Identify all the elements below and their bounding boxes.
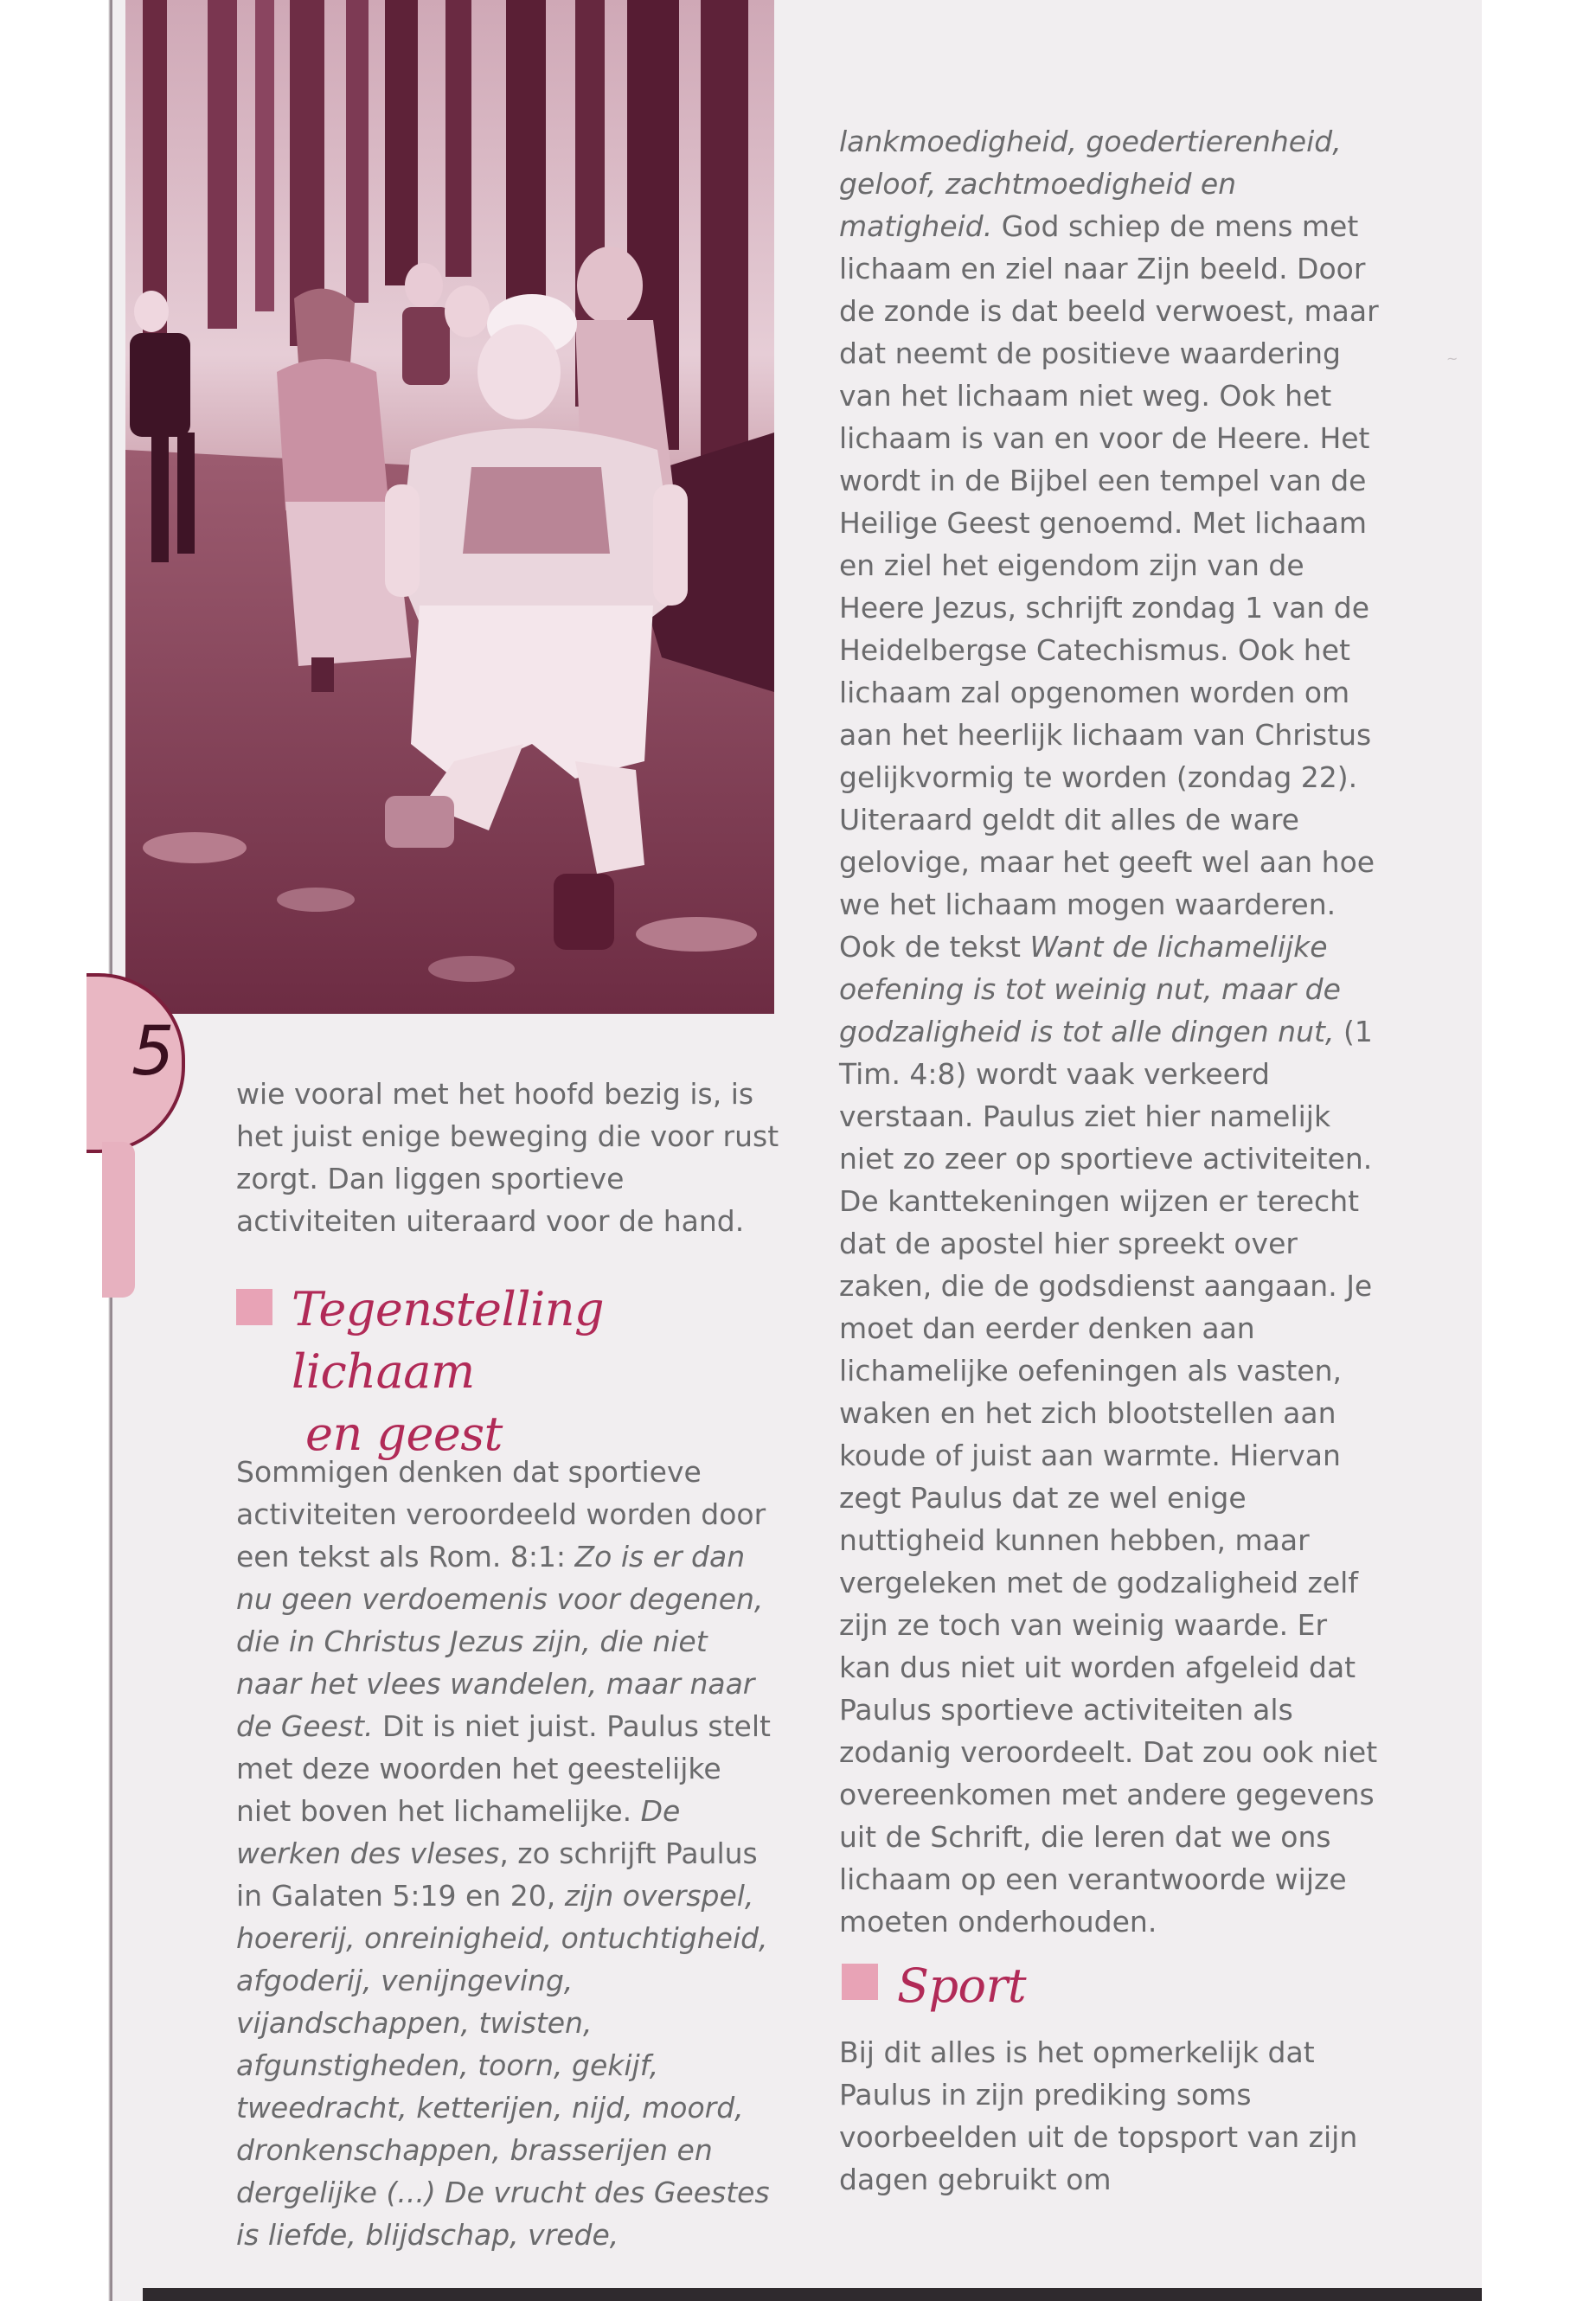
quote-galaten: zijn overspel, hoererij, onreinigheid, ontuchtigheid, afgoderij, venijngeving, vijandschappen, twisten, afgunstigheden, toorn, gekijf, tweedracht, ketterijen, nijd, moord, dronkenschappen, brasserijen en dergelijke (...) De vrucht des Geestes is liefde, blijdschap, vrede, [236, 1879, 770, 2252]
heading-square-icon [842, 1964, 878, 2000]
quote-werken: De werken des vleses [236, 1794, 681, 1870]
quote-rom: Zo is er dan nu geen verdoemenis voor degenen, die in Christus Jezus zijn, die niet naar het vlees wandelen, maar naar de Geest. [236, 1540, 764, 1743]
heading-sport [842, 1955, 1188, 2017]
right-margin [1482, 0, 1596, 2301]
left-column [236, 1073, 781, 1242]
right-paragraph-1: lankmoedigheid, goedertierenheid, geloof, zachtmoedigheid en matigheid. God schiep de mens met lichaam en ziel naar Zijn beeld. Door de zonde is dat beeld verwoest, maar dat neemt de positieve waardering van het lichaam niet weg. Ook het lichaam is van en voor de Heere. Het wordt in de Bijbel een tempel van de Heilige Geest genoemd. Met lichaam en ziel het eigendom zijn van de Heere Jezus, schrijft zondag 1 van de Heidelbergse Catechismus. Ook het lichaam zal opgenomen worden om aan het heerlijk lichaam van Christus gelijkvormig te worden (zondag 22). Uiteraard geldt dit alles de ware gelovige, maar het geeft wel aan hoe we het lichaam mogen waarderen. [839, 125, 1379, 921]
quote-timotheus: Want de lichamelijke oefening is tot weinig nut, maar de godzaligheid is tot alle dingen nut, [839, 930, 1341, 1048]
running-youth-photo-icon [125, 0, 774, 1014]
right-paragraph-2: Ook de tekst Want de lichamelijke oefening is tot weinig nut, maar de godzaligheid is tot alle dingen nut, (1 Tim. 4:8) wordt vaak verkeerd verstaan. Paulus ziet hier namelijk niet zo zeer op sportieve activiteiten. De kanttekeningen wijzen er terecht dat de apostel hier spreekt over zaken, die de godsdienst aangaan. Je moet dan eerder denken aan lichamelijke oefeningen als vasten, waken en het zich blootstellen aan koude of juist aan warmte. Hiervan zegt Paulus dat ze wel enige nuttigheid kunnen hebben, maar vergeleken met de godzaligheid zelf zijn ze toch van weinig waarde. Er kan dus niet uit worden afgeleid dat Paulus sportieve activiteiten als zodanig veroordeelt. Dat zou ook niet overeenkomen met andere gegevens uit de Schrift, die leren dat we ons lichaam op een verantwoorde wijze moeten onderhouden. [839, 930, 1378, 1939]
heading-square-icon [236, 1289, 272, 1325]
photo [125, 0, 774, 1014]
intro-paragraph: wie vooral met het hoofd bezig is, is het juist enige beweging die voor rust zorgt. Dan liggen sportieve activiteiten uiteraard voor de hand. [236, 1077, 779, 1238]
page-number: 5 [131, 1013, 175, 1091]
heading-sport-text: Sport [897, 1958, 1027, 2013]
left-column-body [236, 1451, 781, 2256]
faint-mark-icon: ~ [1446, 350, 1458, 367]
heading-line-2: en geest [305, 1407, 503, 1461]
side-tab [102, 1142, 135, 1298]
heading-line-1: Tegenstelling lichaam [292, 1282, 605, 1399]
right-column [839, 120, 1384, 1943]
right-paragraph-3: Bij dit alles is het opmerkelijk dat Paulus in zijn prediking soms voorbeelden uit de topsport van zijn dagen gebruikt om [839, 2035, 1358, 2196]
body-paragraph: Sommigen denken dat sportieve activiteiten veroordeeld worden door een tekst als Rom. 8:1: Zo is er dan nu geen verdoemenis voor degenen, die in Christus Jezus zijn, die niet naar het vlees wandelen, maar naar de Geest. Dit is niet juist. Paulus stelt met deze woorden het geestelijke niet boven het lichamelijke. De werken des vleses, zo schrijft Paulus in Galaten 5:19 en 20, zijn overspel, hoererij, onreinigheid, ontuchtigheid, afgoderij, venijngeving, vijandschappen, twisten, afgunstigheden, toorn, gekijf, tweedracht, ketterijen, nijd, moord, dronkenschappen, brasserijen en dergelijke (...) De vrucht des Geestes is liefde, blijdschap, vrede, [236, 1455, 771, 2252]
bottom-edge [143, 2288, 1482, 2301]
heading-tegenstelling [236, 1279, 790, 1465]
quote-continuation: lankmoedigheid, goedertierenheid, geloof, zachtmoedigheid en matigheid. [839, 125, 1342, 243]
right-column-end [839, 2031, 1384, 2201]
